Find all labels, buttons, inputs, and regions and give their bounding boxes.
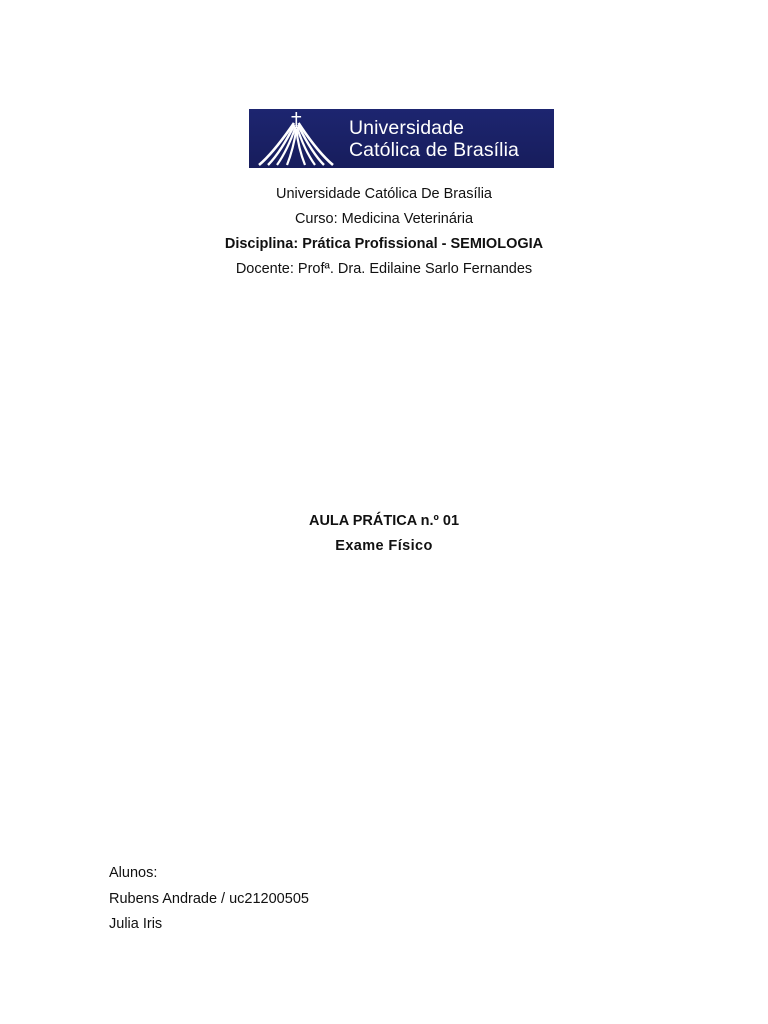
university-name: Universidade Católica De Brasília <box>276 186 492 202</box>
lesson-title: AULA PRÁTICA n.º 01 <box>308 513 460 529</box>
lesson-subject: Exame Físico <box>335 538 433 554</box>
logo-line-2: Católica de Brasília <box>349 139 519 161</box>
course-name: Curso: Medicina Veterinária <box>294 211 474 227</box>
logo-line-1: Universidade <box>349 117 465 139</box>
student-name: Julia Iris <box>109 916 163 932</box>
teacher-name: Docente: Profª. Dra. Edilaine Sarlo Fernandes <box>235 261 533 277</box>
logo-wordmark <box>349 117 519 161</box>
students-label: Alunos: <box>109 865 158 881</box>
student-name: Rubens Andrade / uc21200505 <box>109 891 309 907</box>
discipline-name: Disciplina: Prática Profissional - SEMIOLOGIA <box>224 236 544 252</box>
university-logo <box>249 109 554 168</box>
cathedral-emblem-icon <box>249 109 349 168</box>
